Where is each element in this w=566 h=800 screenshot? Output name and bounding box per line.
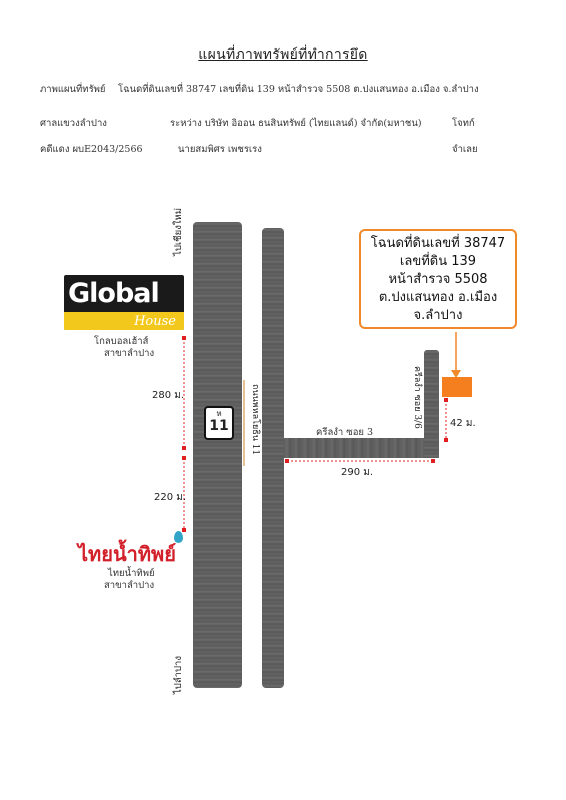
land-title-callout (359, 229, 517, 329)
highway-shield-top: ห (216, 409, 222, 418)
water-drop-icon (174, 531, 183, 543)
distance-42-label: 42 ม. (450, 418, 476, 429)
callout-line-1: โฉนดที่ดินเลขที่ 38747 (370, 236, 506, 251)
marker-220-top (182, 456, 186, 460)
court-label: ศาลแขวงลำปาง (40, 118, 107, 129)
property-label: ภาพแผนที่ทรัพย์ (40, 84, 106, 95)
marker-290-left (285, 459, 289, 463)
global-house-logo (64, 275, 184, 330)
marker-290-right (431, 459, 435, 463)
marker-42-bottom (444, 438, 448, 442)
callout-line-5: จ.ลำปาง (413, 308, 463, 323)
page-title: แผนที่ภาพทรัพย์ที่ทำการยึด (198, 47, 368, 63)
thai-namthip-branch: สาขาลำปาง (104, 580, 155, 591)
target-parcel-marker (442, 377, 472, 397)
highway-number: 11 (209, 418, 229, 434)
callout-line-3: หน้าสำรวจ 5508 (388, 272, 488, 287)
defendant-name: นายสมพิศร เพชรเรง (178, 144, 262, 155)
callout-line-2: เลขที่ดิน 139 (399, 254, 477, 269)
property-value: โฉนดที่ดินเลขที่ 38747 เลขที่ดิน 139 หน้าสำรวจ 5508 ต.ปงแสนทอง อ.เมือง จ.ลำปาง (118, 84, 479, 95)
soi-name-label: ครีลงำ ซอย 3 (316, 427, 374, 438)
soi-branch-label: ครีลงำ ซอย 3/6 (412, 366, 422, 429)
distance-290-label: 290 ม. (341, 467, 374, 478)
global-brand-text: Global (68, 278, 159, 309)
thai-namthip-label: ไทยน้ำทิพย์ (108, 568, 155, 579)
main-road-label: ถนนพหลโยธิน 11 (250, 384, 260, 456)
global-house-branch: สาขาลำปาง (104, 348, 155, 359)
plaintiff-value: ระหว่าง บริษัท อิออน ธนสินทรัพย์ (ไทยแลนด์) จำกัด(มหาชน) (170, 118, 422, 129)
marker-280-top (182, 336, 186, 340)
global-house-label: โกลบอลเฮ้าส์ (94, 336, 149, 347)
thai-namthip-logo: ไทยน้ำทิพย์ (78, 542, 176, 566)
global-sub-text: House (134, 314, 176, 329)
distance-220-label: 220 ม. (154, 492, 187, 503)
defendant-role: จำเลย (452, 144, 478, 155)
to-north-label: ไปเชียงใหม่ (173, 208, 184, 256)
marker-42-top (444, 398, 448, 402)
case-number: คดีแดง ผบE2043/2566 (40, 144, 143, 155)
distance-280-label: 280 ม. (152, 390, 185, 401)
callout-line-4: ต.ปงแสนทอง อ.เมือง (378, 290, 498, 305)
marker-280-bottom (182, 446, 186, 450)
plaintiff-role: โจทก์ (452, 118, 475, 129)
marker-220-bottom (182, 528, 186, 532)
to-south-label: ไปลำปาง (173, 656, 184, 694)
